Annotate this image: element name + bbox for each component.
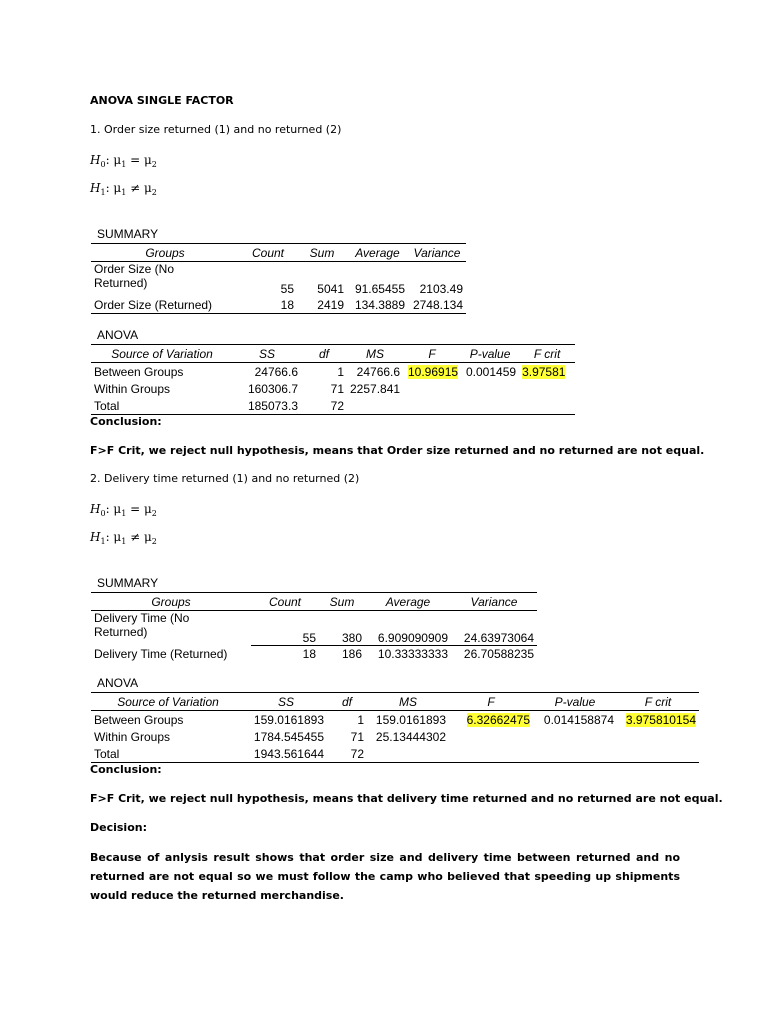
table-row [91, 296, 466, 314]
section-2-conclusion: F>F Crit, we reject null hypothesis, means that delivery time returned and no returned are not equal. [90, 792, 723, 805]
col-header: Groups [91, 244, 239, 262]
table-header-row [91, 593, 537, 611]
section-1-alt-hypothesis: $H_1$: $\mu_1 \ne \mu_2$ [90, 181, 157, 197]
sum-cell: 2419 [297, 296, 347, 314]
count-cell: 18 [251, 645, 319, 663]
ss-cell: 1784.545455 [253, 729, 324, 744]
table-row [91, 728, 699, 745]
section-1-summary-table [91, 243, 466, 314]
group-cell: Order Size (No Returned) [94, 262, 175, 290]
df-cell: 72 [301, 397, 347, 415]
df-cell: 71 [350, 729, 364, 744]
section-1-anova-label: ANOVA [97, 328, 139, 342]
col-header: P-value [533, 693, 617, 711]
table-header-row [91, 693, 699, 711]
table-row [91, 611, 537, 646]
decision-text: Because of anlysis result shows that order size and delivery time between returned and no returned are not equal so we must follow the camp who believed that speeding up shipments would reduce the returned merchandise. [90, 851, 680, 902]
highlighted-value: 10.96915 [408, 364, 459, 379]
col-header: F [403, 345, 461, 363]
table-row [91, 645, 537, 663]
section-2-summary-table [91, 592, 537, 663]
section-2-conclusion-label: Conclusion: [90, 763, 162, 776]
col-header: Count [239, 244, 297, 262]
col-header: Count [251, 593, 319, 611]
highlighted-value: 6.32662475 [466, 712, 530, 727]
col-header: Variance [451, 593, 537, 611]
table-row [91, 397, 575, 415]
col-header: MS [347, 345, 403, 363]
col-header: Variance [408, 244, 466, 262]
sum-cell: 5041 [317, 282, 344, 296]
count-cell: 18 [239, 296, 297, 314]
col-header: df [327, 693, 367, 711]
col-header: SS [245, 693, 327, 711]
section-2-anova-label: ANOVA [97, 676, 139, 690]
section-1-heading: 1. Order size returned (1) and no returned (2) [90, 123, 342, 136]
section-2-summary-label: SUMMARY [97, 576, 159, 590]
f-crit-cell [519, 363, 575, 381]
highlighted-value: 3.97581 [522, 364, 566, 379]
group-cell: Delivery Time (No Returned) [94, 611, 190, 639]
source-cell: Between Groups [94, 712, 184, 727]
source-cell: Total [91, 397, 233, 415]
table-header-row [91, 345, 575, 363]
section-2-null-hypothesis: $H_0$: $\mu_1 = \mu_2$ [90, 502, 157, 518]
col-header: SS [233, 345, 301, 363]
sum-cell: 186 [319, 645, 365, 663]
group-cell: Order Size (Returned) [91, 296, 239, 314]
table-row [91, 363, 575, 381]
variance-cell: 26.70588235 [451, 645, 537, 663]
section-1-null-hypothesis: $H_0$: $\mu_1 = \mu_2$ [90, 153, 157, 169]
source-cell: Total [91, 745, 245, 763]
ss-cell: 160306.7 [247, 381, 298, 396]
col-header: P-value [461, 345, 519, 363]
ms-cell: 25.13444302 [375, 729, 446, 744]
source-cell: Within Groups [94, 381, 171, 396]
document-title: ANOVA SINGLE FACTOR [90, 94, 234, 107]
p-value-cell: 0.014158874 [543, 712, 614, 727]
variance-cell: 2748.134 [408, 296, 466, 314]
col-header: F crit [617, 693, 699, 711]
variance-cell: 24.63973064 [463, 630, 534, 645]
table-header-row [91, 244, 466, 262]
table-row [91, 380, 575, 397]
ss-cell: 185073.3 [233, 397, 301, 415]
source-cell: Within Groups [94, 729, 171, 744]
df-cell: 1 [337, 364, 344, 379]
col-header: df [301, 345, 347, 363]
ss-cell: 159.0161893 [253, 712, 324, 727]
df-cell: 71 [330, 381, 344, 396]
table-row [91, 711, 699, 729]
count-cell: 55 [280, 282, 294, 296]
ss-cell: 24766.6 [254, 364, 298, 379]
col-header: Average [365, 593, 451, 611]
section-1-anova-table [91, 344, 575, 415]
average-cell: 6.909090909 [377, 630, 448, 645]
section-2-alt-hypothesis: $H_1$: $\mu_1 \ne \mu_2$ [90, 530, 157, 546]
section-2-heading: 2. Delivery time returned (1) and no returned (2) [90, 472, 360, 485]
ms-cell: 24766.6 [356, 364, 401, 379]
col-header: Sum [297, 244, 347, 262]
group-cell: Delivery Time (Returned) [94, 646, 228, 661]
section-1-conclusion-label: Conclusion: [90, 415, 162, 428]
section-1-summary-label: SUMMARY [97, 227, 159, 241]
col-header: Groups [91, 593, 251, 611]
ms-cell: 159.0161893 [375, 712, 446, 727]
ms-cell: 2257.841 [350, 381, 401, 396]
table-row [91, 745, 699, 763]
f-crit-cell [617, 711, 699, 729]
f-cell [449, 711, 533, 729]
df-cell: 1 [357, 712, 364, 727]
section-1-conclusion: F>F Crit, we reject null hypothesis, means that Order size returned and no returned are not equal. [90, 444, 705, 457]
section-2-anova-table [91, 692, 699, 763]
col-header: Sum [319, 593, 365, 611]
df-cell: 72 [327, 745, 367, 763]
col-header: Source of Variation [91, 693, 245, 711]
source-cell: Between Groups [94, 364, 184, 379]
ss-cell: 1943.561644 [245, 745, 327, 763]
average-cell: 10.33333333 [365, 645, 451, 663]
f-cell [403, 363, 461, 381]
col-header: F [449, 693, 533, 711]
table-row [91, 262, 466, 297]
p-value-cell: 0.001459 [466, 364, 517, 379]
variance-cell: 2103.49 [419, 282, 463, 296]
average-cell: 91.65455 [354, 282, 405, 296]
col-header: F crit [519, 345, 575, 363]
col-header: Average [347, 244, 408, 262]
highlighted-value: 3.975810154 [625, 712, 696, 727]
col-header: MS [367, 693, 449, 711]
count-cell: 55 [302, 630, 316, 645]
average-cell: 134.3889 [347, 296, 408, 314]
col-header: Source of Variation [91, 345, 233, 363]
sum-cell: 380 [341, 630, 362, 645]
decision-label: Decision: [90, 821, 147, 834]
